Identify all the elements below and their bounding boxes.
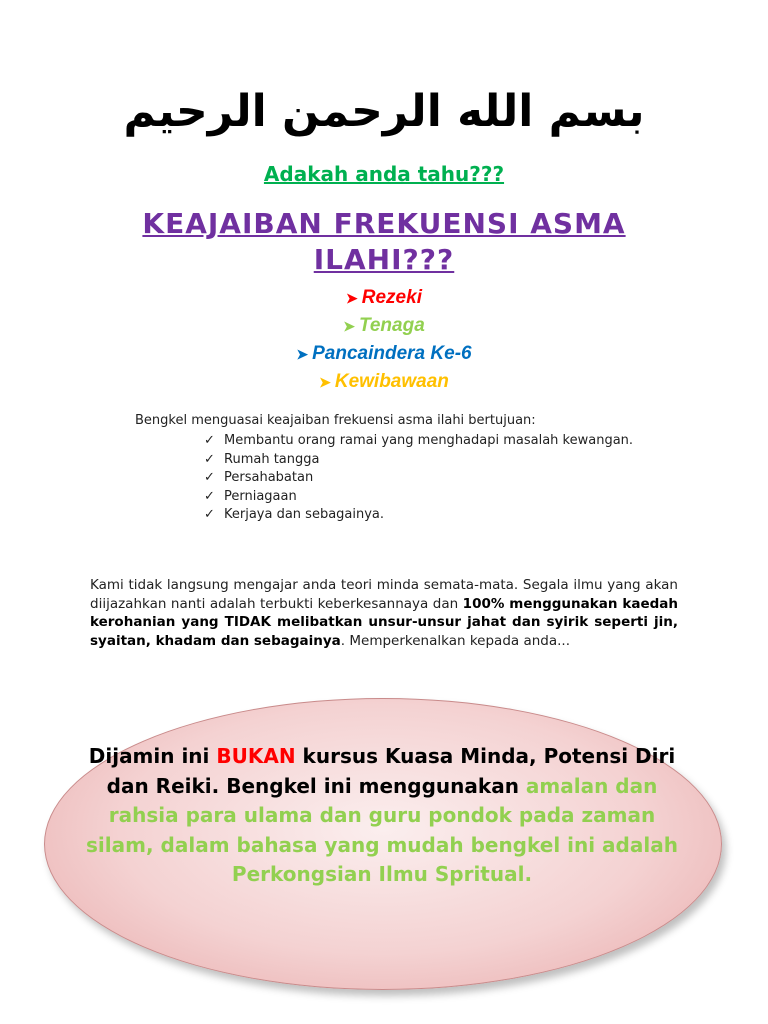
purpose-list [204,432,678,525]
purpose-item: ✓ Membantu orang ramai yang menghadapi masalah kewangan. [204,432,678,451]
paragraph-text: Kami tidak langsung mengajar anda teori minda semata-mata. Segala ilmu yang akan diijazahkan nanti adalah terbukti keberkesannaya dan [90,577,678,612]
ellipse-green-text: amalan dan rahsia para ulama dan guru pondok pada zaman silam, dalam bahasa yang mudah bengkel ini adalah Perkongsian Ilmu Spritual. [86,773,678,886]
paragraph-ending: . Memperkenalkan kepada anda... [340,632,570,649]
bismillah-heading: بسم الله الرحمن الرحيم [123,86,645,137]
benefit-item [0,312,768,340]
ellipse-text-start: Dijamin ini [88,744,217,768]
benefit-item [0,340,768,368]
benefit-label: Pancaindera Ke-6 [312,343,472,364]
question-heading: Adakah anda tahu??? [263,162,505,186]
purpose-item: ✓ Rumah tangga [204,451,678,470]
ellipse-text-middle: kursus Kuasa Minda, Potensi Diri dan Reiki. Bengkel ini menggunakan [106,744,676,798]
benefits-list [0,284,768,396]
paragraph-bold-text: 100% menggunakan kaedah kerohanian yang TIDAK melibatkan unsur-unsur jahat dan syirik seperti jin, syaitan, khadam dan sebagainya [90,595,678,649]
ellipse-highlight-word: BUKAN [216,744,296,768]
benefit-label: Kewibawaan [334,371,449,392]
benefit-item [0,368,768,396]
benefit-item [0,284,768,312]
benefit-label: Tenaga [358,315,425,336]
purpose-item: ✓ Kerjaya dan sebagainya. [204,506,678,525]
arrow-bullet-icon: ➤ [296,346,309,362]
ellipse-text [80,742,684,890]
intro-text: Bengkel menguasai keajaiban frekuensi asma ilahi bertujuan: [135,413,536,428]
page-title: KEAJAIBAN FREKUENSI ASMA ILAHI??? [142,207,626,276]
arrow-bullet-icon: ➤ [319,374,331,390]
description-paragraph [90,576,678,650]
benefit-label: Rezeki [361,287,422,308]
purpose-item: ✓ Persahabatan [204,469,678,488]
purpose-item: ✓ Perniagaan [204,488,678,507]
arrow-bullet-icon: ➤ [346,290,358,306]
arrow-bullet-icon: ➤ [343,318,355,334]
